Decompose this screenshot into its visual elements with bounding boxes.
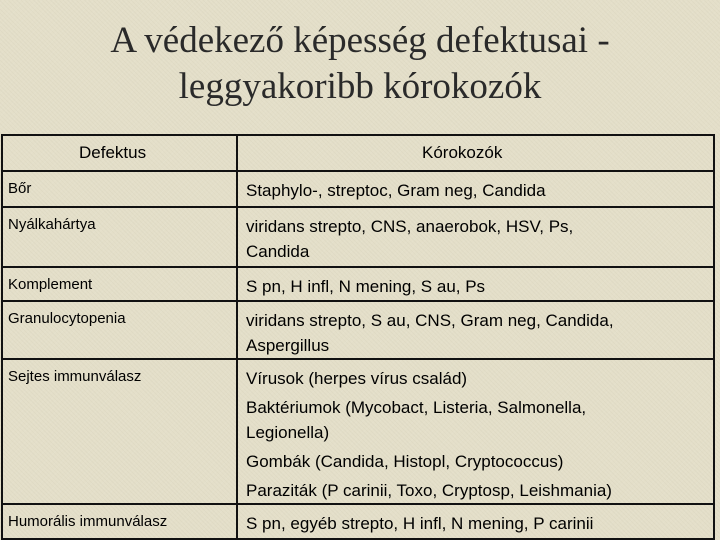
- pathogens-line: S pn, H infl, N mening, S au, Ps: [246, 277, 486, 296]
- table-row: [2, 267, 714, 301]
- defect-cell: Granulocytopenia: [2, 301, 237, 359]
- pathogens-line: Candida: [246, 242, 310, 261]
- header-pathogens: Kórokozók: [237, 135, 714, 171]
- pathogens-cell: [237, 171, 714, 207]
- table-row: [2, 207, 714, 267]
- pathogens-cell: [237, 267, 714, 301]
- table-row: [2, 359, 714, 504]
- defect-cell: Nyálkahártya: [2, 207, 237, 267]
- pathogens-line: Baktériumok (Mycobact, Listeria, Salmonella,: [246, 398, 587, 417]
- pathogens-line: Aspergillus: [246, 336, 330, 355]
- pathogens-cell: [237, 504, 714, 539]
- pathogens-cell: [237, 301, 714, 359]
- defect-cell: Humorális immunválasz: [2, 504, 237, 539]
- defect-cell: Sejtes immunválasz: [2, 359, 237, 504]
- slide-title-line-1: A védekező képesség defektusai -: [110, 20, 610, 61]
- pathogens-line: Paraziták (P carinii, Toxo, Cryptosp, Leishmania): [246, 481, 612, 500]
- table-row: [2, 301, 714, 359]
- slide-title-line-2: leggyakoribb kórokozók: [178, 66, 542, 107]
- pathogens-line: Vírusok (herpes vírus család): [246, 369, 468, 388]
- table-header-row: [2, 135, 714, 171]
- header-defect: Defektus: [2, 135, 237, 171]
- defect-cell: Komplement: [2, 267, 237, 301]
- pathogens-line: S pn, egyéb strepto, H infl, N mening, P carinii: [246, 514, 594, 533]
- pathogens-line: viridans strepto, S au, CNS, Gram neg, Candida,: [246, 311, 614, 330]
- pathogens-line: Legionella): [246, 423, 330, 442]
- table-row: [2, 171, 714, 207]
- pathogens-cell: [237, 359, 714, 504]
- table-row: [2, 504, 714, 539]
- pathogens-line: Gombák (Candida, Histopl, Cryptococcus): [246, 452, 564, 471]
- pathogens-cell: [237, 207, 714, 267]
- pathogens-line: viridans strepto, CNS, anaerobok, HSV, Ps,: [246, 217, 574, 236]
- defect-cell: Bőr: [2, 171, 237, 207]
- pathogen-table: [1, 134, 715, 540]
- pathogens-line: Staphylo-, streptoc, Gram neg, Candida: [246, 181, 546, 200]
- slide-title: [0, 18, 720, 110]
